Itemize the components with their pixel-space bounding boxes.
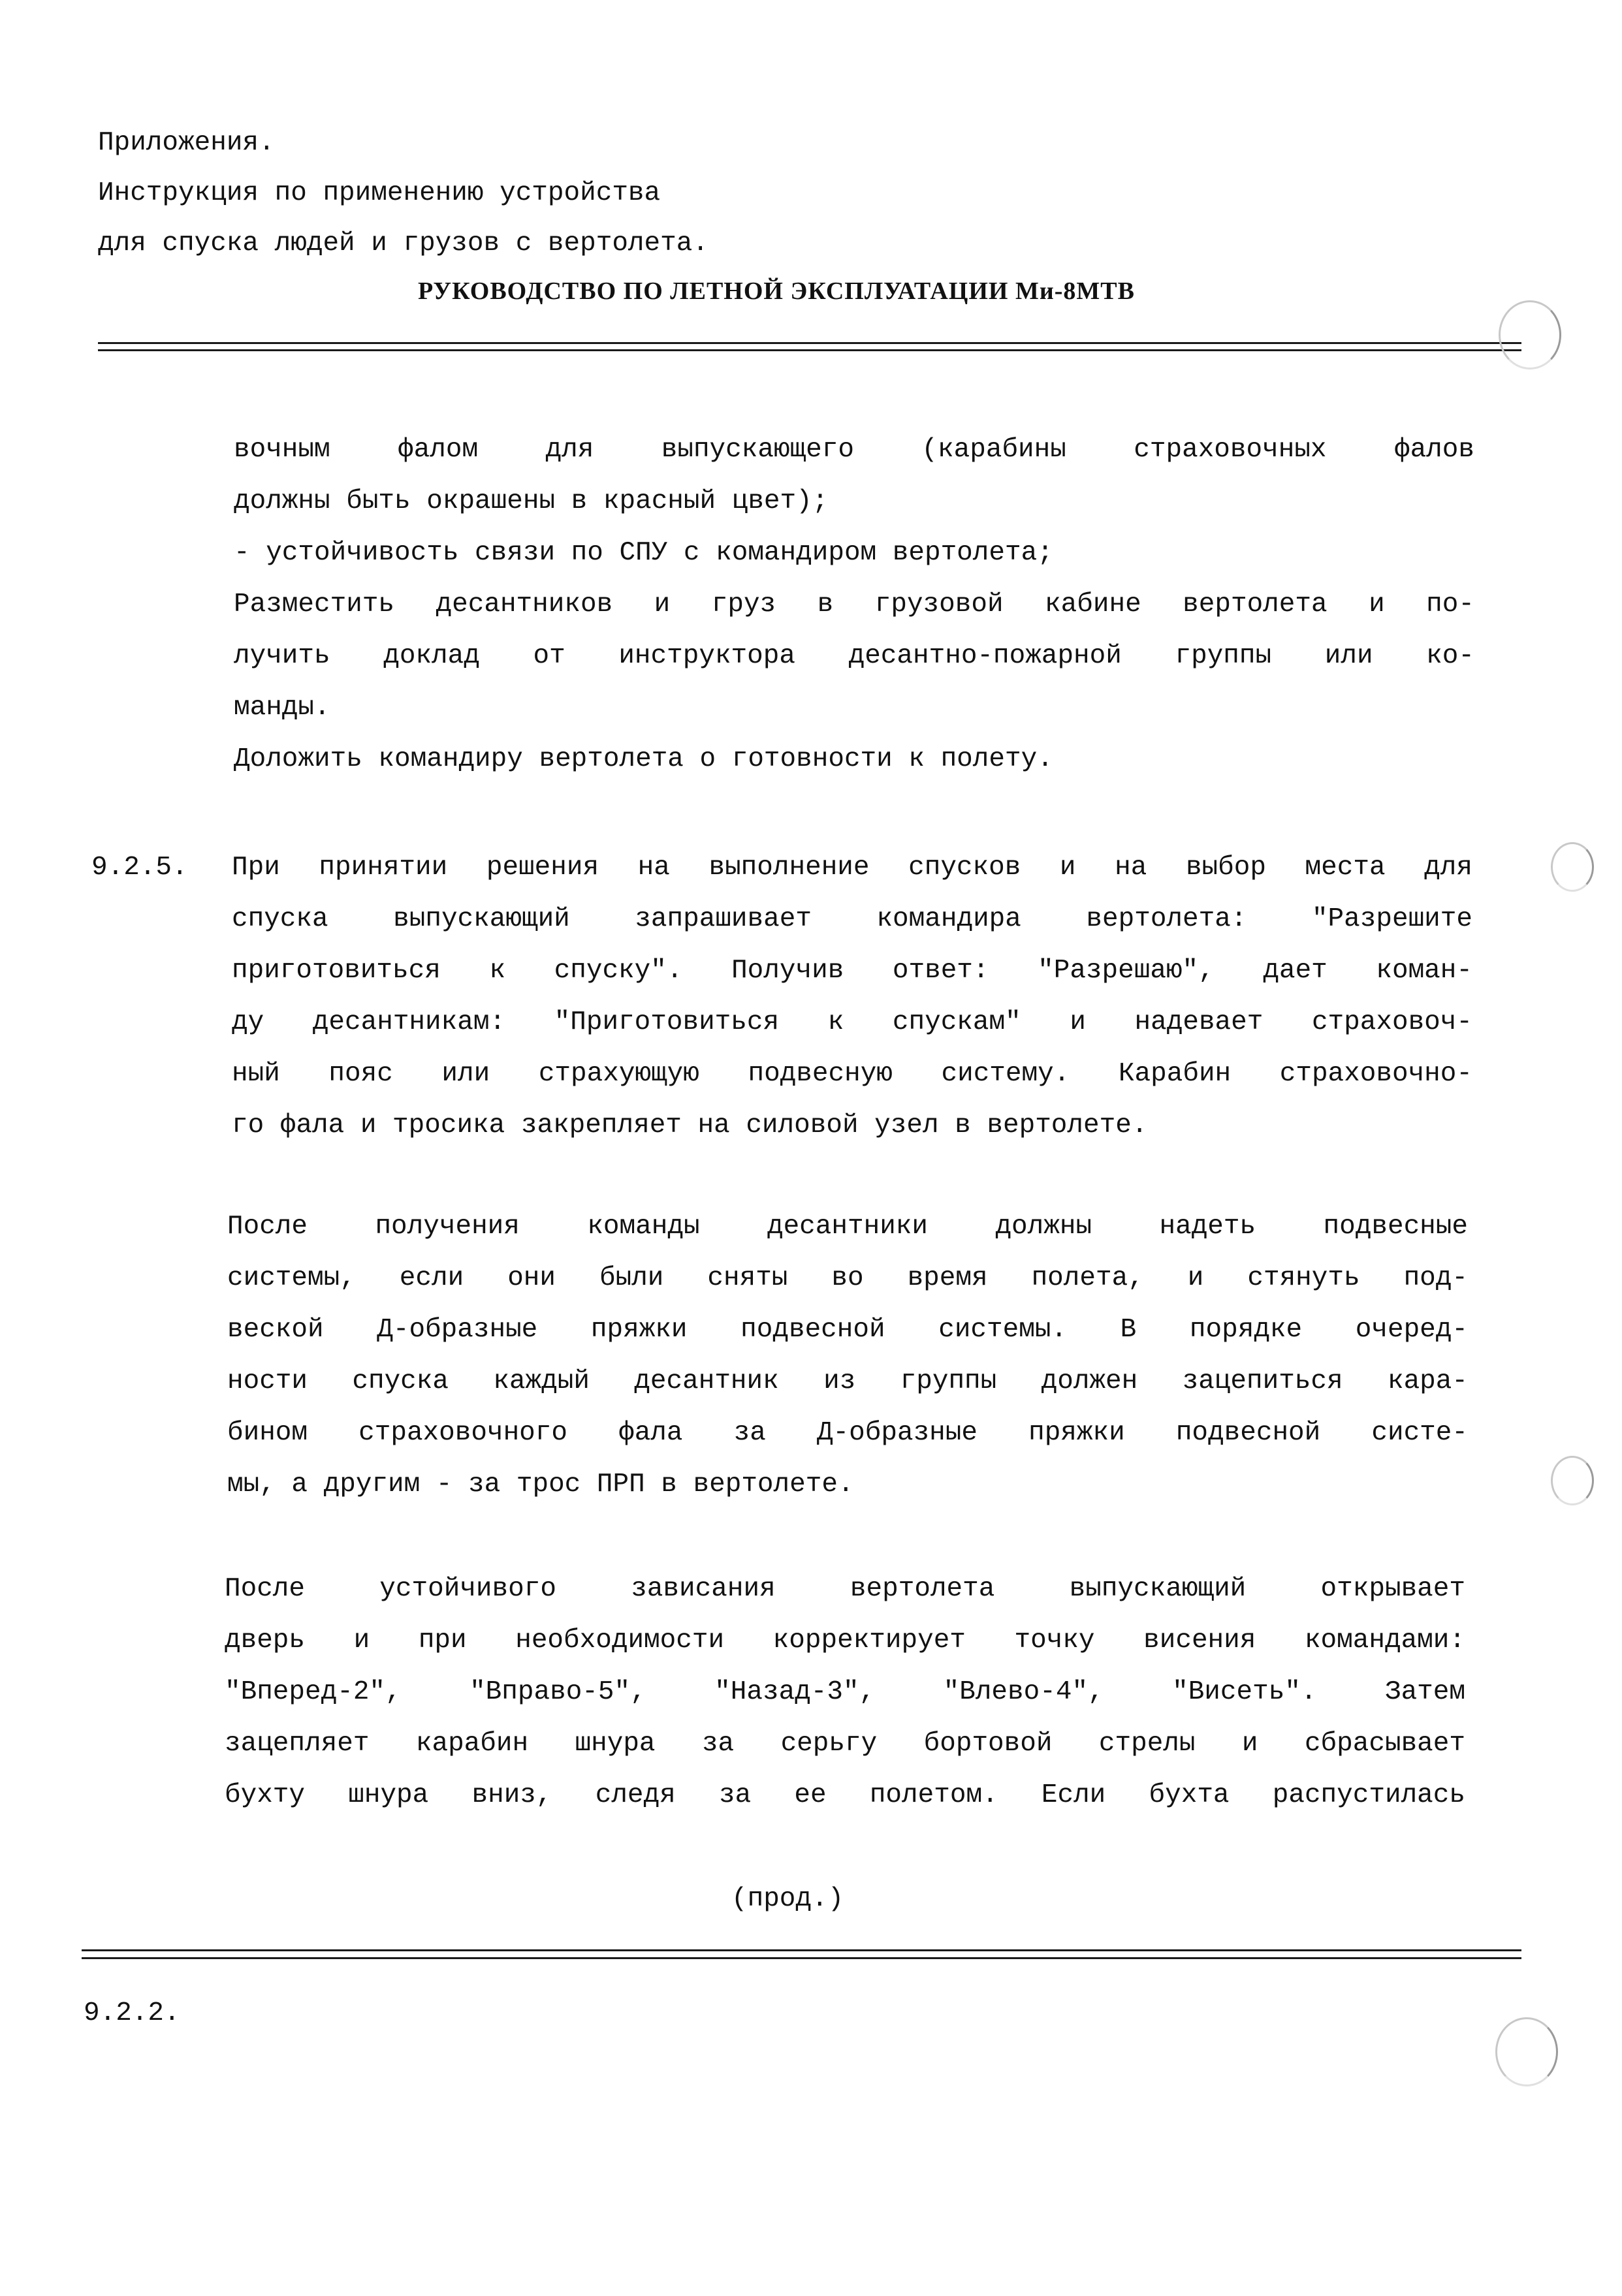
text-line: После устойчивого зависания вертолета выпускающий открывает (225, 1574, 1465, 1604)
text-line: приготовиться к спуску". Получив ответ: "Разрешаю", дает коман- (232, 956, 1472, 986)
text-line: мы, а другим - за трос ПРП в вертолете. (227, 1470, 854, 1500)
text-line: - устойчивость связи по СПУ с командиром вертолета; (234, 538, 1053, 568)
text-line: ный пояс или страхующую подвесную систему. Карабин страховочно- (232, 1059, 1472, 1089)
text-line: спуска выпускающий запрашивает командира вертолета: "Разрешите (232, 904, 1472, 934)
text-line: лучить доклад от инструктора десантно-пожарной группы или ко- (234, 641, 1474, 671)
text-line: манды. (234, 693, 330, 723)
section-paragraph-3 (225, 1564, 1465, 1821)
header-line-1: Приложения. (98, 128, 275, 158)
text-line: бином страховочного фала за Д-образные пряжки подвесной систе- (227, 1418, 1468, 1448)
continuation-block (234, 424, 1474, 785)
text-line: бухту шнура вниз, следя за ее полетом. Если бухта распустилась (225, 1780, 1465, 1810)
footer-rule-top (82, 1949, 1521, 1951)
text-line: го фала и тросика закрепляет на силовой узел в вертолете. (232, 1110, 1148, 1140)
text-line: После получения команды десантники должны надеть подвесные (227, 1212, 1468, 1242)
text-line: "Вперед-2", "Вправо-5", "Назад-3", "Влево-4", "Висеть". Затем (225, 1677, 1465, 1707)
header-line-3: для спуска людей и грузов с вертолета. (98, 228, 708, 259)
text-line: дверь и при необходимости корректирует точку висения командами: (225, 1626, 1465, 1656)
section-paragraph-1 (232, 842, 1472, 1152)
section-number: 9.2.5. (91, 853, 188, 883)
text-line: вочным фалом для выпускающего (карабины страховочных фалов (234, 435, 1474, 465)
text-line: ности спуска каждый десантник из группы должен зацепиться кара- (227, 1366, 1468, 1396)
punch-hole-mark (1499, 300, 1561, 370)
text-line: ду десантникам: "Приготовиться к спускам" и надевает страховоч- (232, 1007, 1472, 1037)
text-line: Доложить командиру вертолета о готовности к полету. (234, 744, 1053, 774)
text-line: системы, если они были сняты во время полета, и стянуть под- (227, 1263, 1468, 1293)
text-line: веской Д-образные пряжки подвесной системы. В порядке очеред- (227, 1315, 1468, 1345)
text-line: При принятии решения на выполнение спусков и на выбор места для (232, 853, 1472, 883)
footer-rule-bottom (82, 1957, 1521, 1959)
punch-hole-mark (1551, 842, 1594, 892)
section-paragraph-2 (227, 1201, 1468, 1511)
text-line: Разместить десантников и груз в грузовой кабине вертолета и по- (234, 590, 1474, 620)
header-line-2: Инструкция по применению устройства (98, 178, 661, 208)
continued-note: (прод.) (731, 1884, 844, 1914)
document-title: РУКОВОДСТВО ПО ЛЕТНОЙ ЭКСПЛУАТАЦИИ Ми-8МТВ (418, 277, 1135, 305)
punch-hole-mark (1551, 1456, 1594, 1505)
text-line: должны быть окрашены в красный цвет); (234, 486, 829, 516)
header-rule-bottom (98, 349, 1521, 351)
text-line: зацепляет карабин шнура за серьгу бортовой стрелы и сбрасывает (225, 1729, 1465, 1759)
header-rule-top (98, 342, 1521, 344)
page-number: 9.2.2. (84, 1998, 180, 2028)
punch-hole-mark (1495, 2017, 1558, 2086)
